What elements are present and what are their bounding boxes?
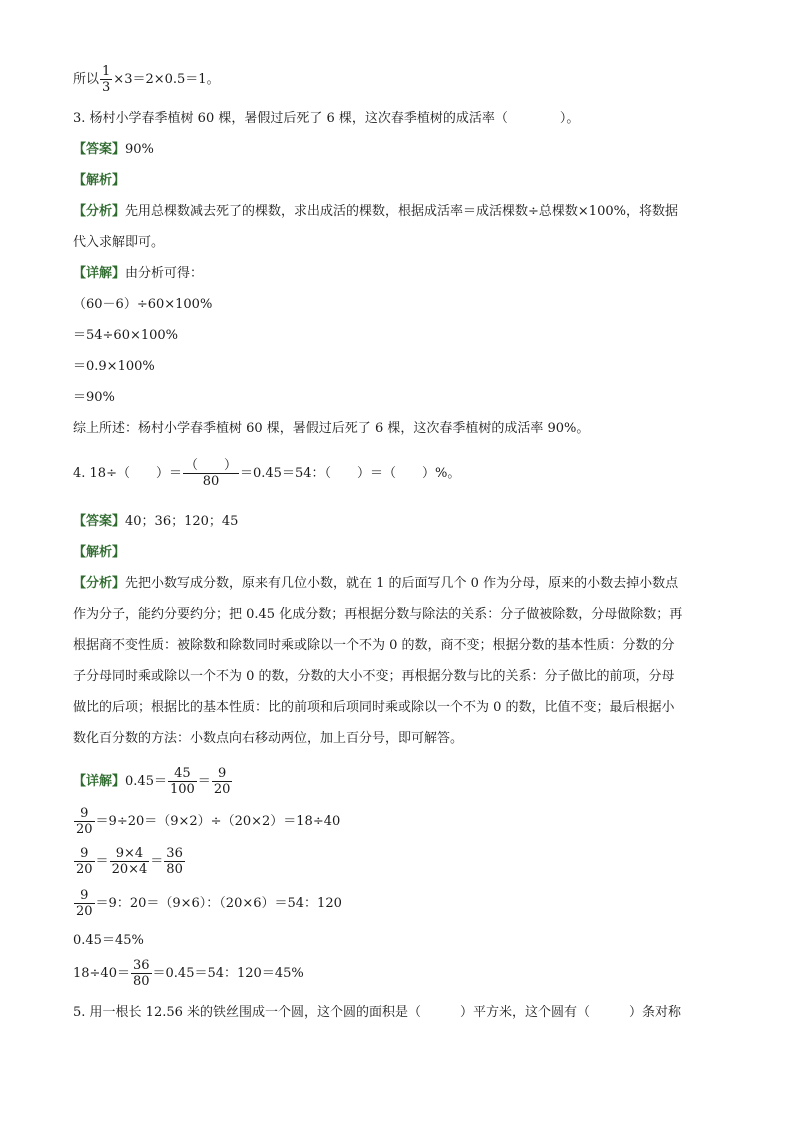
fraction-9-20: $\frac{9}{20}$: [213, 766, 231, 797]
step-line: ＝90%: [73, 390, 115, 405]
question-5: 5. 用一根长 12.56 米的铁丝围成一个圆，这个圆的面积是（ ）平方米，这个圆有（ ）条对称: [73, 1005, 682, 1020]
line-suffix: ×3＝2×0.5＝1。: [113, 72, 220, 87]
answer-text: 40；36；120；45: [125, 514, 239, 529]
answer-text: 90%: [125, 142, 154, 157]
derivation-row-1: [73, 806, 340, 837]
derivation-row-5: [73, 958, 304, 989]
fraction-9-20: $\frac{9}{20}$: [76, 806, 93, 837]
analysis-4-line-5: 做比的后项；根据比的基本性质：比的前项和后项同时乘或除以一个不为 0 的数，比值不变；最后根据小: [73, 700, 675, 715]
equals-sign: ＝: [150, 854, 164, 869]
fraction-36-80: $\frac{36}{80}$: [132, 958, 150, 989]
detail-tag: 【详解】: [73, 266, 126, 281]
analysis-heading-3: [73, 172, 125, 190]
fraction-9-20: $\frac{9}{20}$: [76, 846, 93, 877]
row-text: ＝9：20＝（9×6）：（20×6）＝54：120: [95, 896, 342, 911]
answer-4: [73, 513, 238, 531]
line-prefix: 所以: [73, 72, 100, 87]
row-text: ＝9÷20＝（9×2）÷（20×2）＝18÷40: [95, 814, 341, 829]
analysis-tag: 【解析】: [73, 173, 126, 188]
summary-3: 综上所述：杨村小学春季植树 60 棵，暑假过后死了 6 棵，这次春季植树的成活率 90%。: [73, 421, 590, 436]
row-prefix: 18÷40＝: [73, 966, 130, 981]
question-3: 3. 杨村小学春季植树 60 棵，暑假过后死了 6 棵，这次春季植树的成活率（ ）。: [73, 111, 580, 126]
equals-sign: ＝: [197, 774, 211, 789]
analysis-text: 先把小数写成分数，原来有几位小数，就在 1 的后面写几个 0 作为分母，原来的小数去掉小数点: [125, 576, 679, 591]
answer-tag: 【答案】: [73, 514, 126, 529]
step-line: ＝54÷60×100%: [73, 328, 179, 343]
fenxi-tag: 【分析】: [73, 204, 126, 219]
step-line: ＝0.9×100%: [73, 359, 155, 374]
detail-tag: 【详解】: [73, 774, 126, 789]
answer-3: [73, 141, 154, 159]
analysis-3-line-2: 代入求解即可。: [73, 235, 165, 250]
detail-prefix: 0.45＝: [125, 774, 167, 789]
q4-suffix: ＝0.45＝54：（ ）＝（ ）%。: [240, 466, 461, 481]
equals-sign: ＝: [95, 854, 109, 869]
detail-4: [73, 766, 233, 797]
analysis-3-line-1: [73, 203, 678, 221]
analysis-heading-4: [73, 544, 125, 562]
answer-tag: 【答案】: [73, 142, 126, 157]
detail-text: 由分析可得：: [125, 266, 204, 281]
derivation-row-4: 0.45＝45%: [73, 933, 144, 948]
analysis-text: 先用总棵数减去死了的棵数，求出成活的棵数，根据成活率＝成活棵数÷总棵数×100%，将数据: [125, 204, 678, 219]
fraction-9-20: $\frac{9}{20}$: [76, 888, 93, 919]
fraction-blank-over-80: $\frac{( )}{80}$: [184, 458, 237, 489]
fenxi-tag: 【分析】: [73, 576, 126, 591]
derivation-row-3: [73, 888, 342, 919]
step-line: （60－6）÷60×100%: [73, 297, 213, 312]
derivation-row-2: [73, 846, 186, 877]
analysis-4-line-6: 数化百分数的方法：小数点向右移动两位，加上百分号，即可解答。: [73, 731, 464, 746]
analysis-4-line-2: 作为分子，能约分要约分；把 0.45 化成分数；再根据分数与除法的关系：分子做被除数，分母做除数；再: [73, 607, 683, 622]
fraction-36-80: $\frac{36}{80}$: [166, 846, 183, 877]
conclusion-line: [73, 64, 220, 95]
fraction-45-100: $\frac{45}{100}$: [169, 766, 195, 797]
fraction-9x4-20x4: $\frac{9\times 4}{20\times 4}$: [111, 846, 148, 877]
analysis-tag: 【解析】: [73, 545, 126, 560]
question-4: [73, 458, 460, 489]
q4-prefix: 4. 18÷（ ）＝: [73, 466, 182, 481]
fraction-one-third: $\frac{1}{3}$: [102, 64, 111, 95]
detail-3: [73, 265, 203, 283]
analysis-4-line-1: [73, 575, 678, 593]
analysis-4-line-4: 子分母同时乘或除以一个不为 0 的数，分数的大小不变；再根据分数与比的关系：分子做比的前项，分母: [73, 669, 675, 684]
row-text: ＝0.45＝54：120＝45%: [152, 966, 304, 981]
analysis-4-line-3: 根据商不变性质：被除数和除数同时乘或除以一个不为 0 的数，商不变；根据分数的基本性质：分数的分: [73, 638, 675, 653]
